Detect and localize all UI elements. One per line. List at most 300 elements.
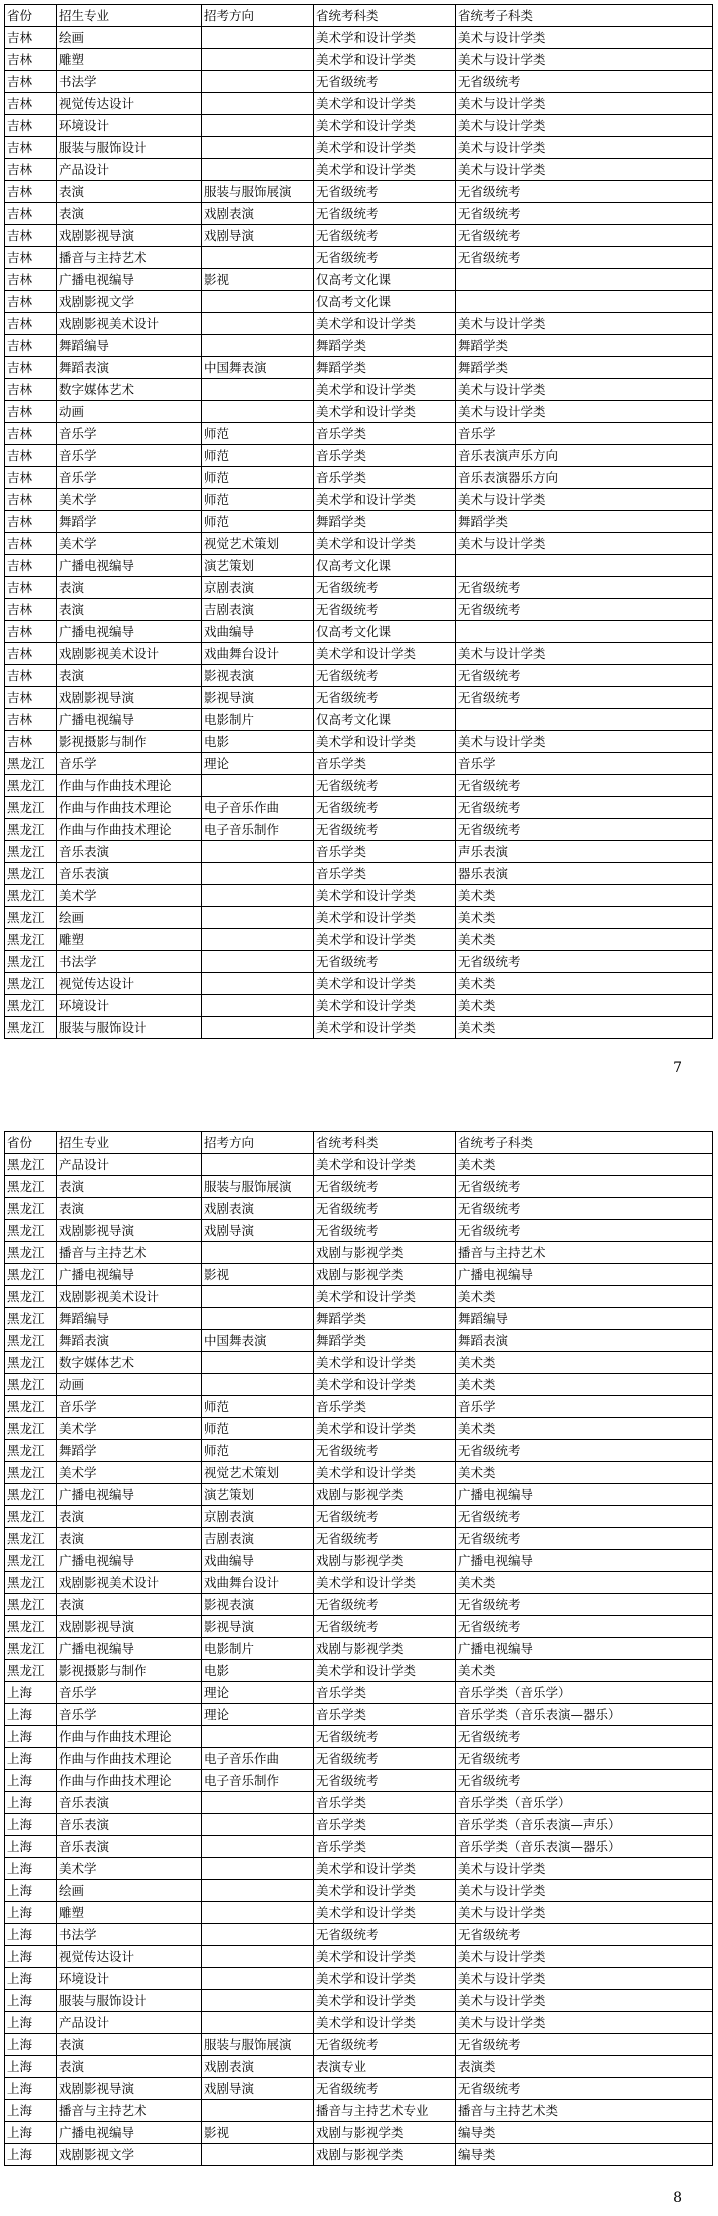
major-cell: 戏剧影视美术设计	[57, 643, 202, 665]
exam-subcategory-cell: 舞蹈学类	[456, 511, 713, 533]
exam-category-cell: 播音与主持艺术专业	[314, 2100, 456, 2122]
direction-cell: 影视导演	[202, 687, 314, 709]
table-row	[5, 2056, 713, 2078]
province-cell: 黑龙江	[5, 797, 57, 819]
exam-category-cell: 美术学和设计学类	[314, 489, 456, 511]
exam-category-cell: 无省级统考	[314, 1220, 456, 1242]
exam-category-cell: 美术学和设计学类	[314, 1902, 456, 1924]
exam-category-cell: 无省级统考	[314, 1726, 456, 1748]
exam-subcategory-cell: 美术类	[456, 1352, 713, 1374]
exam-subcategory-cell: 舞蹈编导	[456, 1308, 713, 1330]
exam-category-cell: 无省级统考	[314, 951, 456, 973]
province-cell: 黑龙江	[5, 1616, 57, 1638]
exam-category-cell: 仅高考文化课	[314, 621, 456, 643]
major-cell: 数字媒体艺术	[57, 379, 202, 401]
exam-subcategory-cell: 美术与设计学类	[456, 489, 713, 511]
direction-cell	[202, 841, 314, 863]
major-cell: 表演	[57, 1176, 202, 1198]
exam-category-cell: 舞蹈学类	[314, 1330, 456, 1352]
province-cell: 吉林	[5, 621, 57, 643]
exam-category-cell: 仅高考文化课	[314, 555, 456, 577]
province-cell: 吉林	[5, 577, 57, 599]
direction-cell	[202, 775, 314, 797]
header-row	[5, 5, 713, 27]
major-cell: 音乐表演	[57, 1792, 202, 1814]
province-cell: 黑龙江	[5, 1506, 57, 1528]
direction-cell	[202, 137, 314, 159]
province-cell: 吉林	[5, 291, 57, 313]
table-row	[5, 489, 713, 511]
table-row	[5, 973, 713, 995]
province-cell: 黑龙江	[5, 775, 57, 797]
major-cell: 广播电视编导	[57, 709, 202, 731]
major-cell: 广播电视编导	[57, 555, 202, 577]
table-row	[5, 1638, 713, 1660]
exam-category-cell: 无省级统考	[314, 577, 456, 599]
major-cell: 表演	[57, 1198, 202, 1220]
major-cell: 产品设计	[57, 2012, 202, 2034]
province-cell: 上海	[5, 1836, 57, 1858]
exam-category-cell: 美术学和设计学类	[314, 995, 456, 1017]
exam-subcategory-cell: 无省级统考	[456, 1616, 713, 1638]
province-cell: 黑龙江	[5, 1286, 57, 1308]
table-row	[5, 687, 713, 709]
exam-category-cell: 无省级统考	[314, 1748, 456, 1770]
province-cell: 上海	[5, 1704, 57, 1726]
exam-category-cell: 音乐学类	[314, 1396, 456, 1418]
direction-cell	[202, 335, 314, 357]
exam-subcategory-cell	[456, 269, 713, 291]
exam-category-cell: 美术学和设计学类	[314, 1990, 456, 2012]
direction-cell: 电影	[202, 731, 314, 753]
exam-category-cell: 戏剧与影视学类	[314, 1484, 456, 1506]
major-cell: 服装与服饰设计	[57, 1017, 202, 1039]
province-cell: 黑龙江	[5, 951, 57, 973]
exam-category-cell: 无省级统考	[314, 1770, 456, 1792]
table-row	[5, 467, 713, 489]
exam-subcategory-cell	[456, 291, 713, 313]
exam-subcategory-cell: 美术与设计学类	[456, 115, 713, 137]
exam-subcategory-cell: 无省级统考	[456, 687, 713, 709]
major-cell: 绘画	[57, 1880, 202, 1902]
header-row	[5, 1132, 713, 1154]
major-cell: 作曲与作曲技术理论	[57, 1748, 202, 1770]
major-cell: 美术学	[57, 1858, 202, 1880]
direction-cell: 影视表演	[202, 1594, 314, 1616]
major-cell: 作曲与作曲技术理论	[57, 775, 202, 797]
exam-category-cell: 音乐学类	[314, 1682, 456, 1704]
province-cell: 黑龙江	[5, 1154, 57, 1176]
exam-category-cell: 音乐学类	[314, 841, 456, 863]
exam-subcategory-cell: 美术类	[456, 1660, 713, 1682]
province-cell: 吉林	[5, 599, 57, 621]
exam-category-cell: 音乐学类	[314, 863, 456, 885]
page-number: 8	[673, 2190, 682, 2206]
table-row	[5, 1154, 713, 1176]
exam-subcategory-cell: 音乐学类（音乐学）	[456, 1682, 713, 1704]
major-cell: 视觉传达设计	[57, 973, 202, 995]
exam-subcategory-cell: 器乐表演	[456, 863, 713, 885]
direction-cell: 戏剧表演	[202, 1198, 314, 1220]
header-cell-exam-category-cell: 省统考科类	[314, 5, 456, 27]
direction-cell	[202, 929, 314, 951]
direction-cell	[202, 2144, 314, 2166]
exam-category-cell: 无省级统考	[314, 1924, 456, 1946]
major-cell: 视觉传达设计	[57, 1946, 202, 1968]
province-cell: 吉林	[5, 379, 57, 401]
table-row	[5, 1017, 713, 1039]
province-cell: 黑龙江	[5, 1484, 57, 1506]
table-row	[5, 181, 713, 203]
major-cell: 作曲与作曲技术理论	[57, 819, 202, 841]
exam-subcategory-cell: 无省级统考	[456, 1924, 713, 1946]
direction-cell: 戏剧导演	[202, 2078, 314, 2100]
exam-subcategory-cell: 广播电视编导	[456, 1550, 713, 1572]
direction-cell: 师范	[202, 489, 314, 511]
province-cell: 上海	[5, 1770, 57, 1792]
major-cell: 音乐学	[57, 753, 202, 775]
table-row	[5, 269, 713, 291]
direction-cell: 中国舞表演	[202, 1330, 314, 1352]
province-cell: 吉林	[5, 313, 57, 335]
exam-subcategory-cell: 美术与设计学类	[456, 1968, 713, 1990]
exam-subcategory-cell	[456, 621, 713, 643]
province-cell: 吉林	[5, 181, 57, 203]
direction-cell: 服装与服饰展演	[202, 2034, 314, 2056]
exam-subcategory-cell: 音乐学类（音乐表演—器乐）	[456, 1704, 713, 1726]
exam-category-cell: 音乐学类	[314, 423, 456, 445]
exam-subcategory-cell: 美术类	[456, 1154, 713, 1176]
table-row	[5, 1770, 713, 1792]
exam-subcategory-cell: 音乐学	[456, 1396, 713, 1418]
table-row	[5, 2034, 713, 2056]
direction-cell	[202, 379, 314, 401]
exam-subcategory-cell: 无省级统考	[456, 2078, 713, 2100]
table-row	[5, 621, 713, 643]
exam-category-cell: 美术学和设计学类	[314, 1858, 456, 1880]
exam-category-cell: 美术学和设计学类	[314, 1968, 456, 1990]
major-cell: 作曲与作曲技术理论	[57, 1770, 202, 1792]
table-row	[5, 313, 713, 335]
province-cell: 吉林	[5, 533, 57, 555]
province-cell: 吉林	[5, 401, 57, 423]
exam-subcategory-cell: 音乐表演器乐方向	[456, 467, 713, 489]
exam-subcategory-cell: 无省级统考	[456, 1440, 713, 1462]
major-cell: 戏剧影视美术设计	[57, 1286, 202, 1308]
direction-cell: 师范	[202, 1440, 314, 1462]
direction-cell	[202, 291, 314, 313]
table-row	[5, 599, 713, 621]
exam-category-cell: 戏剧与影视学类	[314, 1242, 456, 1264]
province-cell: 上海	[5, 1924, 57, 1946]
exam-subcategory-cell: 美术类	[456, 885, 713, 907]
table-row	[5, 2012, 713, 2034]
exam-subcategory-cell: 无省级统考	[456, 203, 713, 225]
exam-category-cell: 戏剧与影视学类	[314, 2122, 456, 2144]
direction-cell	[202, 1242, 314, 1264]
exam-category-cell: 美术学和设计学类	[314, 1572, 456, 1594]
exam-subcategory-cell	[456, 709, 713, 731]
table-row	[5, 1836, 713, 1858]
exam-category-cell: 美术学和设计学类	[314, 973, 456, 995]
direction-cell: 戏剧导演	[202, 225, 314, 247]
exam-category-cell: 无省级统考	[314, 1176, 456, 1198]
exam-category-cell: 仅高考文化课	[314, 709, 456, 731]
table-row	[5, 1660, 713, 1682]
direction-cell	[202, 951, 314, 973]
exam-category-cell: 无省级统考	[314, 1198, 456, 1220]
direction-cell	[202, 1352, 314, 1374]
direction-cell	[202, 1990, 314, 2012]
direction-cell	[202, 93, 314, 115]
major-cell: 戏剧影视导演	[57, 1220, 202, 1242]
enrollment-table	[4, 4, 713, 1039]
province-cell: 吉林	[5, 445, 57, 467]
table-row	[5, 709, 713, 731]
province-cell: 吉林	[5, 159, 57, 181]
exam-category-cell: 无省级统考	[314, 2034, 456, 2056]
major-cell: 戏剧影视导演	[57, 2078, 202, 2100]
exam-category-cell: 美术学和设计学类	[314, 1017, 456, 1039]
province-cell: 黑龙江	[5, 1330, 57, 1352]
exam-category-cell: 无省级统考	[314, 599, 456, 621]
major-cell: 表演	[57, 203, 202, 225]
table-row	[5, 643, 713, 665]
direction-cell: 影视	[202, 2122, 314, 2144]
exam-subcategory-cell: 无省级统考	[456, 599, 713, 621]
direction-cell	[202, 863, 314, 885]
exam-category-cell: 美术学和设计学类	[314, 533, 456, 555]
direction-cell: 电影制片	[202, 1638, 314, 1660]
table-row	[5, 1264, 713, 1286]
exam-subcategory-cell: 无省级统考	[456, 1506, 713, 1528]
direction-cell: 戏剧表演	[202, 203, 314, 225]
exam-category-cell: 美术学和设计学类	[314, 643, 456, 665]
direction-cell: 吉剧表演	[202, 599, 314, 621]
direction-cell	[202, 159, 314, 181]
province-cell: 黑龙江	[5, 1550, 57, 1572]
table-row	[5, 863, 713, 885]
exam-category-cell: 美术学和设计学类	[314, 1660, 456, 1682]
province-cell: 吉林	[5, 709, 57, 731]
major-cell: 戏剧影视导演	[57, 687, 202, 709]
major-cell: 音乐表演	[57, 1836, 202, 1858]
table-row	[5, 247, 713, 269]
province-cell: 上海	[5, 1814, 57, 1836]
exam-subcategory-cell: 编导类	[456, 2122, 713, 2144]
province-cell: 黑龙江	[5, 1198, 57, 1220]
direction-cell: 电子音乐制作	[202, 1770, 314, 1792]
enrollment-table	[4, 1131, 713, 2166]
exam-category-cell: 美术学和设计学类	[314, 1286, 456, 1308]
major-cell: 表演	[57, 2034, 202, 2056]
exam-subcategory-cell: 美术与设计学类	[456, 1880, 713, 1902]
exam-subcategory-cell: 声乐表演	[456, 841, 713, 863]
table-row	[5, 335, 713, 357]
major-cell: 绘画	[57, 27, 202, 49]
exam-category-cell: 音乐学类	[314, 445, 456, 467]
direction-cell	[202, 885, 314, 907]
table-row	[5, 1550, 713, 1572]
major-cell: 美术学	[57, 489, 202, 511]
province-cell: 吉林	[5, 335, 57, 357]
exam-subcategory-cell: 无省级统考	[456, 1198, 713, 1220]
direction-cell: 演艺策划	[202, 555, 314, 577]
direction-cell: 电子音乐作曲	[202, 1748, 314, 1770]
province-cell: 上海	[5, 2122, 57, 2144]
exam-category-cell: 舞蹈学类	[314, 1308, 456, 1330]
exam-category-cell: 美术学和设计学类	[314, 93, 456, 115]
table-row	[5, 1396, 713, 1418]
direction-cell	[202, 1836, 314, 1858]
direction-cell	[202, 1726, 314, 1748]
direction-cell: 服装与服饰展演	[202, 181, 314, 203]
table-row	[5, 929, 713, 951]
major-cell: 美术学	[57, 1462, 202, 1484]
table-row	[5, 1682, 713, 1704]
direction-cell: 视觉艺术策划	[202, 533, 314, 555]
major-cell: 服装与服饰设计	[57, 137, 202, 159]
major-cell: 产品设计	[57, 1154, 202, 1176]
exam-subcategory-cell: 音乐学	[456, 423, 713, 445]
direction-cell	[202, 1286, 314, 1308]
table-row	[5, 1198, 713, 1220]
exam-category-cell: 音乐学类	[314, 467, 456, 489]
major-cell: 音乐表演	[57, 863, 202, 885]
exam-category-cell: 无省级统考	[314, 1528, 456, 1550]
major-cell: 产品设计	[57, 159, 202, 181]
exam-subcategory-cell: 美术类	[456, 995, 713, 1017]
direction-cell: 影视表演	[202, 665, 314, 687]
table-row	[5, 819, 713, 841]
header-cell-province-cell: 省份	[5, 5, 57, 27]
exam-subcategory-cell: 无省级统考	[456, 775, 713, 797]
table-row	[5, 533, 713, 555]
direction-cell: 影视导演	[202, 1616, 314, 1638]
province-cell: 上海	[5, 1990, 57, 2012]
major-cell: 广播电视编导	[57, 1484, 202, 1506]
exam-subcategory-cell: 音乐表演声乐方向	[456, 445, 713, 467]
table-row	[5, 93, 713, 115]
direction-cell	[202, 71, 314, 93]
direction-cell	[202, 1946, 314, 1968]
table-row	[5, 1572, 713, 1594]
province-cell: 吉林	[5, 247, 57, 269]
table-row	[5, 2144, 713, 2166]
header-cell-major-cell: 招生专业	[57, 5, 202, 27]
table-row	[5, 1352, 713, 1374]
major-cell: 美术学	[57, 1418, 202, 1440]
exam-subcategory-cell: 美术与设计学类	[456, 93, 713, 115]
direction-cell	[202, 247, 314, 269]
exam-subcategory-cell: 播音与主持艺术类	[456, 2100, 713, 2122]
exam-category-cell: 无省级统考	[314, 1616, 456, 1638]
province-cell: 吉林	[5, 71, 57, 93]
exam-category-cell: 美术学和设计学类	[314, 115, 456, 137]
table-row	[5, 2100, 713, 2122]
exam-subcategory-cell: 美术类	[456, 1286, 713, 1308]
table-row	[5, 1924, 713, 1946]
table-row	[5, 665, 713, 687]
exam-subcategory-cell: 音乐学	[456, 753, 713, 775]
exam-category-cell: 无省级统考	[314, 203, 456, 225]
province-cell: 黑龙江	[5, 1638, 57, 1660]
exam-category-cell: 美术学和设计学类	[314, 1418, 456, 1440]
exam-subcategory-cell: 美术与设计学类	[456, 533, 713, 555]
exam-subcategory-cell: 美术与设计学类	[456, 137, 713, 159]
table-row	[5, 1792, 713, 1814]
exam-category-cell: 无省级统考	[314, 247, 456, 269]
province-cell: 上海	[5, 2012, 57, 2034]
table-row	[5, 1880, 713, 1902]
exam-category-cell: 无省级统考	[314, 225, 456, 247]
major-cell: 戏剧影视美术设计	[57, 1572, 202, 1594]
table-row	[5, 1462, 713, 1484]
province-cell: 上海	[5, 2100, 57, 2122]
province-cell: 黑龙江	[5, 929, 57, 951]
direction-cell: 师范	[202, 511, 314, 533]
major-cell: 绘画	[57, 907, 202, 929]
direction-cell: 戏曲舞台设计	[202, 1572, 314, 1594]
province-cell: 吉林	[5, 357, 57, 379]
major-cell: 舞蹈表演	[57, 357, 202, 379]
table-row	[5, 1902, 713, 1924]
major-cell: 表演	[57, 1528, 202, 1550]
exam-category-cell: 仅高考文化课	[314, 291, 456, 313]
major-cell: 广播电视编导	[57, 2122, 202, 2144]
exam-category-cell: 美术学和设计学类	[314, 1374, 456, 1396]
province-cell: 黑龙江	[5, 753, 57, 775]
exam-category-cell: 无省级统考	[314, 1440, 456, 1462]
table-row	[5, 27, 713, 49]
exam-category-cell: 戏剧与影视学类	[314, 1638, 456, 1660]
major-cell: 戏剧影视文学	[57, 291, 202, 313]
direction-cell: 理论	[202, 1704, 314, 1726]
table-row	[5, 1308, 713, 1330]
province-cell: 黑龙江	[5, 1017, 57, 1039]
major-cell: 舞蹈表演	[57, 1330, 202, 1352]
direction-cell	[202, 1858, 314, 1880]
direction-cell	[202, 1154, 314, 1176]
table-row	[5, 1726, 713, 1748]
province-cell: 上海	[5, 2056, 57, 2078]
province-cell: 吉林	[5, 489, 57, 511]
direction-cell: 影视	[202, 1264, 314, 1286]
direction-cell: 师范	[202, 467, 314, 489]
table-row	[5, 159, 713, 181]
direction-cell: 理论	[202, 1682, 314, 1704]
province-cell: 吉林	[5, 27, 57, 49]
exam-subcategory-cell: 美术与设计学类	[456, 1858, 713, 1880]
exam-category-cell: 美术学和设计学类	[314, 1352, 456, 1374]
table-row	[5, 1990, 713, 2012]
table-row	[5, 1374, 713, 1396]
direction-cell	[202, 115, 314, 137]
exam-category-cell: 仅高考文化课	[314, 269, 456, 291]
major-cell: 舞蹈编导	[57, 1308, 202, 1330]
major-cell: 戏剧影视导演	[57, 1616, 202, 1638]
exam-subcategory-cell: 美术与设计学类	[456, 49, 713, 71]
major-cell: 表演	[57, 665, 202, 687]
direction-cell: 视觉艺术策划	[202, 1462, 314, 1484]
table-row	[5, 423, 713, 445]
province-cell: 上海	[5, 1902, 57, 1924]
exam-category-cell: 美术学和设计学类	[314, 159, 456, 181]
major-cell: 雕塑	[57, 49, 202, 71]
exam-category-cell: 美术学和设计学类	[314, 137, 456, 159]
exam-subcategory-cell: 无省级统考	[456, 951, 713, 973]
major-cell: 表演	[57, 181, 202, 203]
